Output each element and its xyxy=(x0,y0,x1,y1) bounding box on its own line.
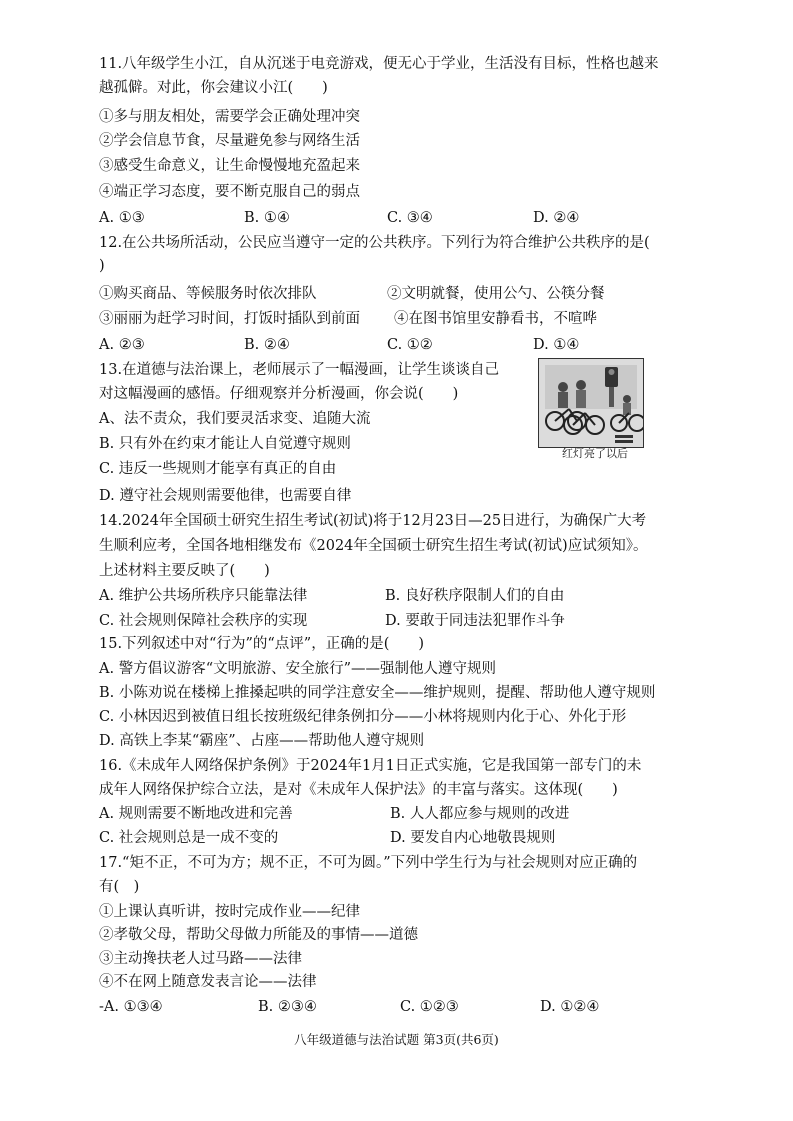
q12-option-d: D. ①④ xyxy=(533,337,580,353)
q12-item-2: ②文明就餐，使用公勺、公筷分餐 xyxy=(387,286,605,302)
cartoon-illustration xyxy=(539,359,643,447)
q14-option-b: B. 良好秩序限制人们的自由 xyxy=(385,588,565,604)
q13-option-b: B. 只有外在约束才能让人自觉遵守规则 xyxy=(99,436,351,452)
q16-option-a: A. 规则需要不断地改进和完善 xyxy=(99,806,293,822)
q11-option-b: B. ①④ xyxy=(244,210,290,226)
q14-stem-line3: 上述材料主要反映了( ) xyxy=(99,563,270,579)
q17-stem-line2: 有( ) xyxy=(99,879,140,895)
q16-option-c: C. 社会规则总是一成不变的 xyxy=(99,830,279,846)
q11-option-d: D. ②④ xyxy=(533,210,580,226)
q12-option-c: C. ①② xyxy=(387,337,433,353)
q16-stem-line1: 16.《未成年人网络保护条例》于2024年1月1日正式实施，它是我国第一部专门的未 xyxy=(99,758,642,774)
q14-option-a: A. 维护公共场所秩序只能靠法律 xyxy=(99,588,308,604)
q17-option-b: B. ②③④ xyxy=(258,999,317,1015)
q17-item-1: ①上课认真听讲，按时完成作业——纪律 xyxy=(99,904,360,920)
q15-stem: 15.下列叙述中对“行为”的“点评”，正确的是( ) xyxy=(99,636,425,652)
q14-option-d: D. 要敢于同违法犯罪作斗争 xyxy=(385,613,565,629)
q12-option-a: A. ②③ xyxy=(99,337,145,353)
q13-option-c: C. 违反一些规则才能享有真正的自由 xyxy=(99,461,337,477)
q17-option-c: C. ①②③ xyxy=(400,999,459,1015)
q11-item-1: ①多与朋友相处，需要学会正确处理冲突 xyxy=(99,109,360,125)
q12-item-4: ④在图书馆里安静看书，不喧哗 xyxy=(394,311,597,327)
q12-stem-line2: ) xyxy=(99,258,105,274)
q11-option-a: A. ①③ xyxy=(99,210,145,226)
page-footer: 八年级道德与法治试题 第3页(共6页) xyxy=(294,1032,499,1047)
q15-option-c: C. 小林因迟到被值日组长按班级纪律条例扣分——小林将规则内化于心、外化于形 xyxy=(99,709,627,725)
q11-option-c: C. ③④ xyxy=(387,210,433,226)
q17-item-2: ②孝敬父母，帮助父母做力所能及的事情——道德 xyxy=(99,927,418,943)
q17-item-3: ③主动搀扶老人过马路——法律 xyxy=(99,951,302,967)
q14-stem-line1: 14.2024年全国硕士研究生招生考试(初试)将于12月23日—25日进行，为确保广大考 xyxy=(99,513,647,529)
q13-stem-line2: 对这幅漫画的感悟。仔细观察并分析漫画，你会说( ) xyxy=(99,386,459,402)
q12-item-1: ①购买商品、等候服务时依次排队 xyxy=(99,286,317,302)
q16-stem-line2: 成年人网络保护综合立法，是对《未成年人保护法》的丰富与落实。这体现( ) xyxy=(99,782,618,798)
q15-option-a: A. 警方倡议游客“文明旅游、安全旅行”——强制他人遵守规则 xyxy=(99,661,497,677)
q16-option-b: B. 人人都应参与规则的改进 xyxy=(390,806,570,822)
cartoon-caption: 红灯亮了以后 xyxy=(562,447,628,460)
q17-option-d: D. ①②④ xyxy=(540,999,600,1015)
q17-option-a: -A. ①③④ xyxy=(99,999,163,1015)
q13-option-a: A、法不责众，我们要灵活求变、追随大流 xyxy=(99,411,371,427)
q13-option-d: D. 遵守社会规则需要他律，也需要自律 xyxy=(99,488,352,504)
q11-item-2: ②学会信息节食，尽量避免参与网络生活 xyxy=(99,133,360,149)
q12-stem-line1: 12.在公共场所活动，公民应当遵守一定的公共秩序。下列行为符合维护公共秩序的是( xyxy=(99,235,650,251)
q11-stem-line1: 11.八年级学生小江，自从沉迷于电竞游戏，便无心于学业，生活没有目标，性格也越来 xyxy=(99,56,659,72)
q11-stem-line2: 越孤僻。对此，你会建议小江( ) xyxy=(99,80,328,96)
q16-option-d: D. 要发自内心地敬畏规则 xyxy=(390,830,556,846)
q11-item-4: ④端正学习态度，要不断克服自己的弱点 xyxy=(99,184,360,200)
q15-option-d: D. 高铁上李某“霸座”、占座——帮助他人遵守规则 xyxy=(99,733,425,749)
q13-stem-line1: 13.在道德与法治课上，老师展示了一幅漫画，让学生谈谈自己 xyxy=(99,362,500,378)
q12-option-b: B. ②④ xyxy=(244,337,290,353)
cartoon-image xyxy=(538,358,644,448)
q17-item-4: ④不在网上随意发表言论——法律 xyxy=(99,974,317,990)
q11-item-3: ③感受生命意义，让生命慢慢地充盈起来 xyxy=(99,158,360,174)
q14-option-c: C. 社会规则保障社会秩序的实现 xyxy=(99,613,308,629)
q17-stem-line1: 17.“矩不正，不可为方；规不正，不可为圆。”下列中学生行为与社会规则对应正确的 xyxy=(99,855,638,871)
q15-option-b: B. 小陈劝说在楼梯上推搡起哄的同学注意安全——维护规则，提醒、帮助他人遵守规则 xyxy=(99,685,656,701)
q14-stem-line2: 生顺利应考，全国各地相继发布《2024年全国硕士研究生招生考试(初试)应试须知》。 xyxy=(99,538,648,554)
q12-item-3: ③丽丽为赶学习时间，打饭时插队到前面 xyxy=(99,311,360,327)
